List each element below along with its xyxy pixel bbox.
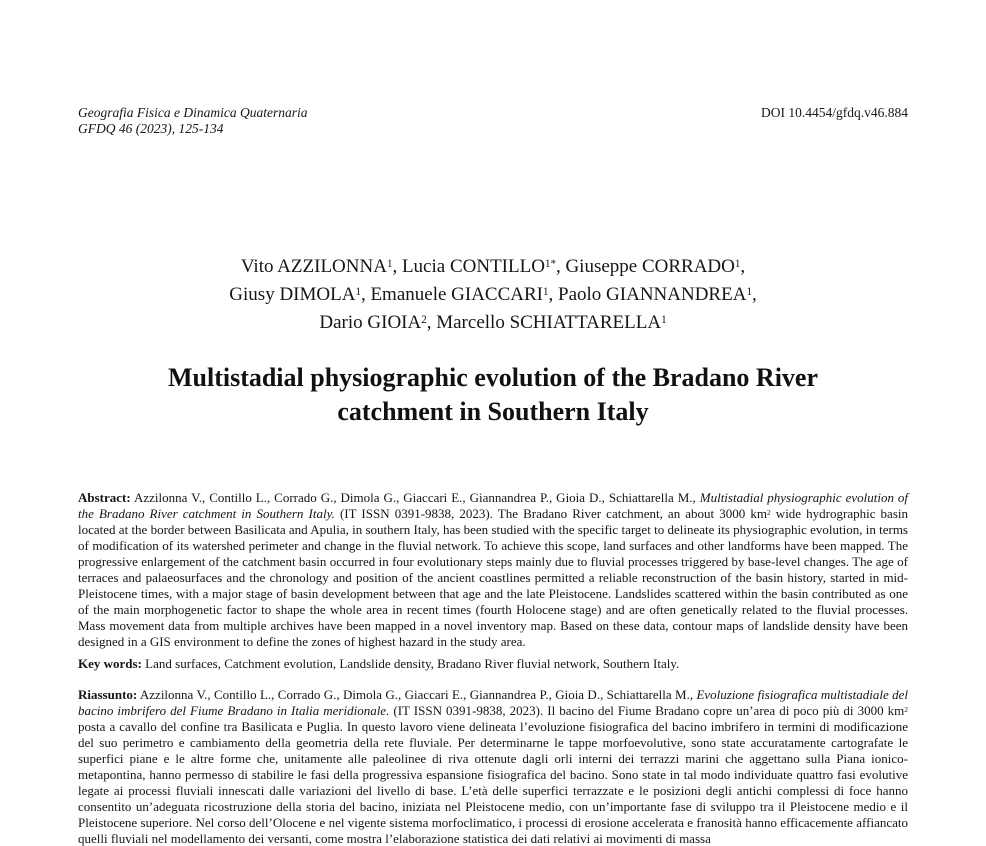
- journal-issue-pages: GFDQ 46 (2023), 125-134: [78, 120, 224, 136]
- paper-title: [78, 361, 908, 429]
- author-line: [78, 309, 908, 337]
- author-line: [78, 253, 908, 281]
- author-name: , Marcello SCHIATTARELLA: [426, 312, 662, 333]
- keywords-text: Land surfaces, Catchment evolution, Landslide density, Bradano River fluvial network, Southern Italy.: [141, 656, 680, 671]
- abstract-cited-title: Multistadial physiographic evolution of the Bradano River catchment in Southern Italy.: [78, 490, 908, 521]
- author-affiliation-superscript: 1*: [544, 258, 556, 271]
- journal-name: Geografia Fisica e Dinamica Quaternaria: [78, 105, 308, 120]
- keywords-label: Key words:: [78, 656, 142, 671]
- doi-text: DOI 10.4454/gfdq.v46.884: [761, 105, 908, 120]
- journal-info: [78, 105, 307, 136]
- author-name: Vito AZZILONNA: [240, 256, 387, 277]
- author-name: ,: [751, 284, 757, 305]
- title-line-2: catchment in Southern Italy: [337, 397, 649, 426]
- author-affiliation-superscript: 1: [543, 286, 549, 299]
- riassunto-km-superscript: 2: [904, 704, 908, 714]
- author-name: Dario GIOIA: [319, 312, 422, 333]
- abstract-label: Abstract:: [78, 490, 131, 505]
- author-name: , Giuseppe CORRADO: [555, 256, 735, 277]
- author-name: Giusy DIMOLA: [229, 284, 356, 305]
- author-name: ,: [740, 256, 746, 277]
- riassunto-paragraph: [78, 687, 908, 846]
- author-affiliation-superscript: 2: [421, 314, 427, 327]
- abstract-km-superscript: 2: [766, 507, 771, 517]
- abstract-paragraph: [78, 490, 908, 650]
- author-affiliation-superscript: 1: [661, 314, 667, 327]
- author-affiliation-superscript: 1: [734, 258, 741, 271]
- author-name: , Paolo GIANNANDREA: [548, 284, 747, 305]
- author-affiliation-superscript: 1: [355, 286, 361, 299]
- abstract-body-1: (IT ISSN 0391-9838, 2023). The Bradano River catchment, an about 3000 km: [334, 506, 767, 521]
- title-line-1: Multistadial physiographic evolution of the Bradano River: [167, 363, 819, 392]
- riassunto-body-1: (IT ISSN 0391-9838, 2023). Il bacino del Fiume Bradano copre un’area di poco più di 3000 km: [389, 703, 905, 718]
- author-line: [78, 281, 908, 309]
- authors-block: [78, 253, 908, 337]
- riassunto-body-2: posta a cavallo del confine tra Basilicata e Puglia. In questo lavoro viene delineata l’evoluzione fisiografica del bacino imbrifero in termini di modificazione del suo perimetro e cambiamento della geometria della rete fluviale. Per determinarne le tappe morfoevolutive, sono state accuratamente cartografate le superfici piane e le altre forme che, unitamente alle paleolinee di riva ottenute dagli orli interni dei terrazzi marini che aggettano sulla Piana ionico-metapontina, hanno permesso di stabilire le fasi della progressiva espansione fisiografica del bacino. Sono state in tal modo individuate quattro fasi evolutive legate ai processi fluviali innescati dalle variazioni del livello di base. L’età delle superfici terrazzate e le posizioni degli antichi complessi di foce hanno consentito un’adeguata ricostruzione della storia del bacino, iniziata nel Pleistocene medio, con un’importante fase di sviluppo tra il Pleistocene medio e il Pleistocene superiore. Nel corso dell’Olocene e nel vigente sistema morfoclimatico, i processi di erosione accelerata e franosità hanno efficacemente affiancato quelli fluviali nel modellamento dei versanti, come mostra l’elaborazione statistica dei dati relativi ai movimenti di massa: [78, 719, 908, 846]
- author-affiliation-superscript: 1: [746, 286, 752, 299]
- abstract-body-2: wide hydrographic basin located at the border between Basilicata and Apulia, in southern Italy, has been studied with the specific target to delineate its physiographic evolution, in terms of modification of its watershed perimeter and change in the fluvial network. To achieve this scope, land surfaces and other landforms have been mapped. The progressive enlargement of the catchment basin occurred in four evolutionary steps mainly due to fluvial processes triggered by base-level changes. The age of terraces and palaeosurfaces and the chronology and position of the ancient coastlines permitted a reliable reconstruction of the basin history, started in mid-Pleistocene times, with a major stage of basin development between that age and the late Pleistocene. Landslides scattered within the basin contributed as one of the main morphogenetic factor to shape the whole area in recent times (fourth Holocene stage) and are often genetically related to the fluvial processes. Mass movement data from multiple archives have been mapped in a novel inventory map. Based on these data, contour maps of landslide density have been designed in a GIS environment to define the zones of highest hazard in the study area.: [78, 506, 908, 649]
- author-affiliation-superscript: 1: [386, 258, 393, 271]
- journal-header: [78, 105, 908, 136]
- author-name: , Lucia CONTILLO: [392, 256, 545, 277]
- keywords-line: [78, 656, 908, 672]
- author-name: , Emanuele GIACCARI: [360, 284, 544, 305]
- riassunto-label: Riassunto:: [78, 687, 138, 702]
- abstract-citation-authors: Azzilonna V., Contillo L., Corrado G., Dimola G., Giaccari E., Giannandrea P., Gioia D., Schiattarella M.,: [130, 490, 700, 505]
- riassunto-cited-title: Evoluzione fisiografica multistadiale del bacino imbrifero del Fiume Bradano in Italia meridionale.: [78, 687, 908, 718]
- riassunto-citation-authors: Azzilonna V., Contillo L., Corrado G., Dimola G., Giaccari E., Giannandrea P., Gioia D., Schiattarella M.,: [137, 687, 697, 702]
